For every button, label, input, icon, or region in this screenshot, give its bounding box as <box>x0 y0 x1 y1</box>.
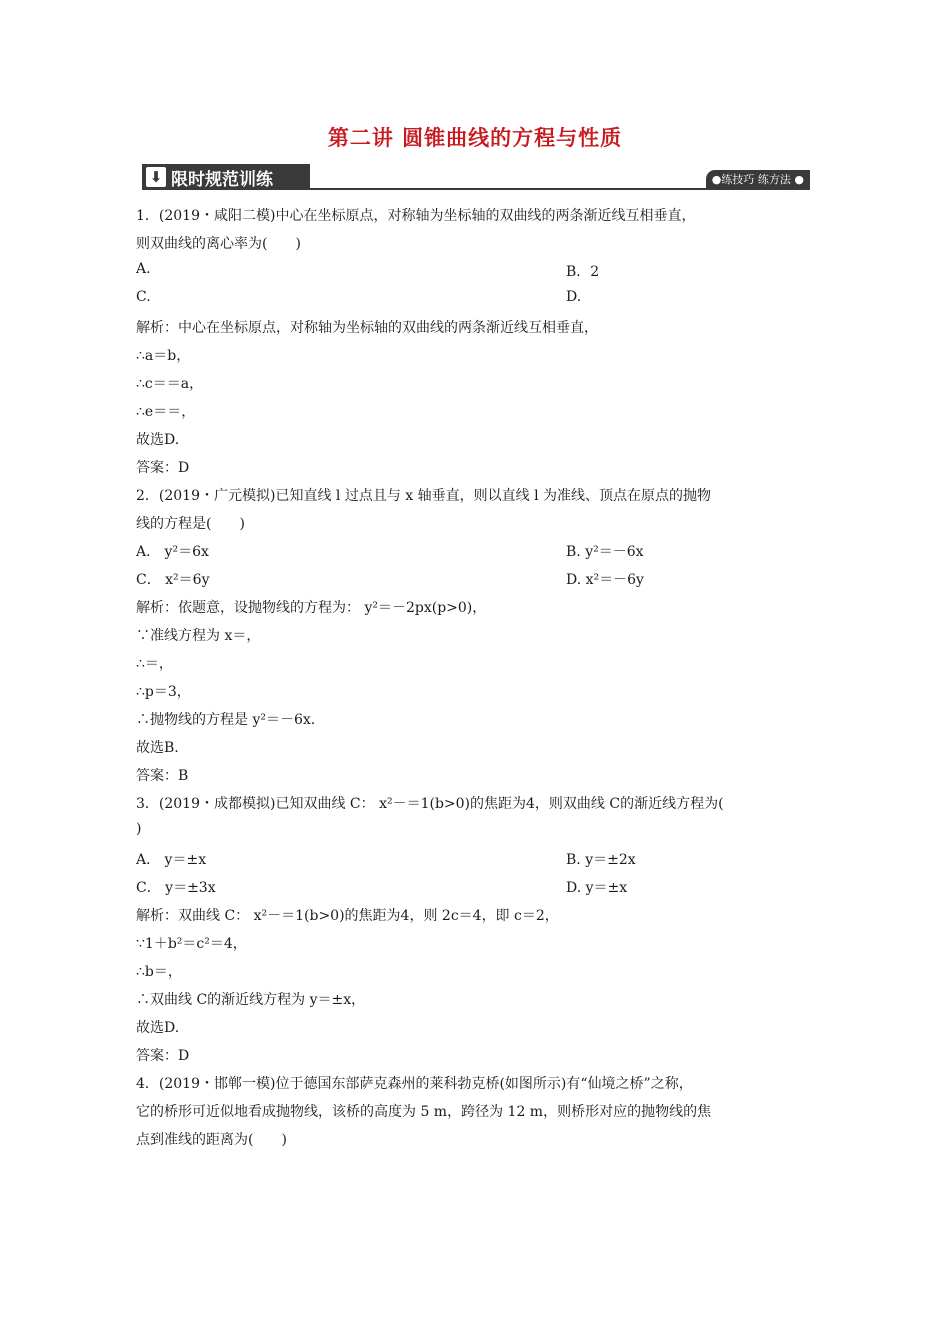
q3-solution-line: ∴b＝， <box>136 964 182 980</box>
q1-solution-line: ∴c＝＝a， <box>136 376 204 392</box>
q1-answer: 答案：D <box>136 460 190 476</box>
q2-stem-line1: 2．(2019・广元模拟)已知直线 l 过点且与 x 轴垂直，则以直线 l 为准线、顶点在原点的抛物 <box>136 488 712 504</box>
q1-stem-line2: 则双曲线的离心率为( ) <box>136 236 301 252</box>
page-title: 第二讲 圆锥曲线的方程与性质 <box>327 126 623 150</box>
q3-option-a: A． y＝±x <box>136 852 207 868</box>
q2-option-b: B. y²＝－6x <box>566 544 644 560</box>
q3-answer: 答案：D <box>136 1048 190 1064</box>
q3-stem-line1: 3．(2019・成都模拟)已知双曲线 C： x²－＝1(b>0)的焦距为4，则双曲线 C的渐近线方程为( <box>136 796 724 812</box>
q1-option-a: A. <box>136 261 151 277</box>
q2-solution-line: ∴p＝3， <box>136 684 191 700</box>
q2-answer: 答案：B <box>136 768 189 784</box>
q3-option-d: D. y＝±x <box>566 880 628 896</box>
q2-solution-line: ∴＝， <box>136 656 173 672</box>
q4-stem-line2: 它的桥形可近似地看成抛物线，该桥的高度为 5 m，跨径为 12 m，则桥形对应的抛物线的焦 <box>136 1104 712 1120</box>
q2-option-c: C． x²＝6y <box>136 572 210 588</box>
q3-option-b: B. y＝±2x <box>566 852 636 868</box>
q4-stem-line1: 4．(2019・邯郸一模)位于德国东部萨克森州的莱科勃克桥(如图所示)有“仙境之桥”之称， <box>136 1076 693 1092</box>
q3-solution-line: ∴双曲线 C的渐近线方程为 y＝±x， <box>136 992 366 1008</box>
section-banner <box>142 164 810 192</box>
q3-solution-line: 故选D. <box>136 1020 180 1036</box>
q1-solution-line: 解析：中心在坐标原点，对称轴为坐标轴的双曲线的两条渐近线互相垂直， <box>136 320 598 336</box>
q1-option-b: B．2 <box>566 264 600 280</box>
q1-stem-line1: 1．(2019・咸阳二模)中心在坐标原点，对称轴为坐标轴的双曲线的两条渐近线互相垂直， <box>136 208 696 224</box>
q3-option-c: C． y＝±3x <box>136 880 216 896</box>
q1-option-c: C. <box>136 289 151 305</box>
q2-solution-line: ∵准线方程为 x＝， <box>136 628 261 644</box>
download-arrow-icon: ⬇ <box>146 167 166 187</box>
q1-solution-line: 故选D. <box>136 432 180 448</box>
q2-option-a: A． y²＝6x <box>136 544 209 560</box>
q2-solution-line: 解析：依题意，设抛物线的方程为： y²＝－2px(p>0)， <box>136 600 487 616</box>
q1-solution-line: ∴a＝b， <box>136 348 191 364</box>
banner-right-label: ●练技巧 练方法 ● <box>706 170 810 188</box>
q2-stem-line2: 线的方程是( ) <box>136 516 245 532</box>
banner-divider <box>310 188 810 190</box>
q1-option-d: D. <box>566 289 582 305</box>
q2-option-d: D. x²＝－6y <box>566 572 644 588</box>
q2-solution-line: 故选B. <box>136 740 179 756</box>
banner-tab <box>142 164 310 190</box>
q3-stem-line2: ) <box>136 821 142 837</box>
banner-left-label: 限时规范训练 <box>171 169 273 190</box>
q3-solution-line: 解析：双曲线 C： x²－＝1(b>0)的焦距为4，则 2c＝4，即 c＝2， <box>136 908 559 924</box>
q4-stem-line3: 点到准线的距离为( ) <box>136 1132 287 1148</box>
q1-solution-line: ∴e＝＝， <box>136 404 196 420</box>
q2-solution-line: ∴抛物线的方程是 y²＝－6x. <box>136 712 316 728</box>
q3-solution-line: ∵1＋b²＝c²＝4， <box>136 936 247 952</box>
